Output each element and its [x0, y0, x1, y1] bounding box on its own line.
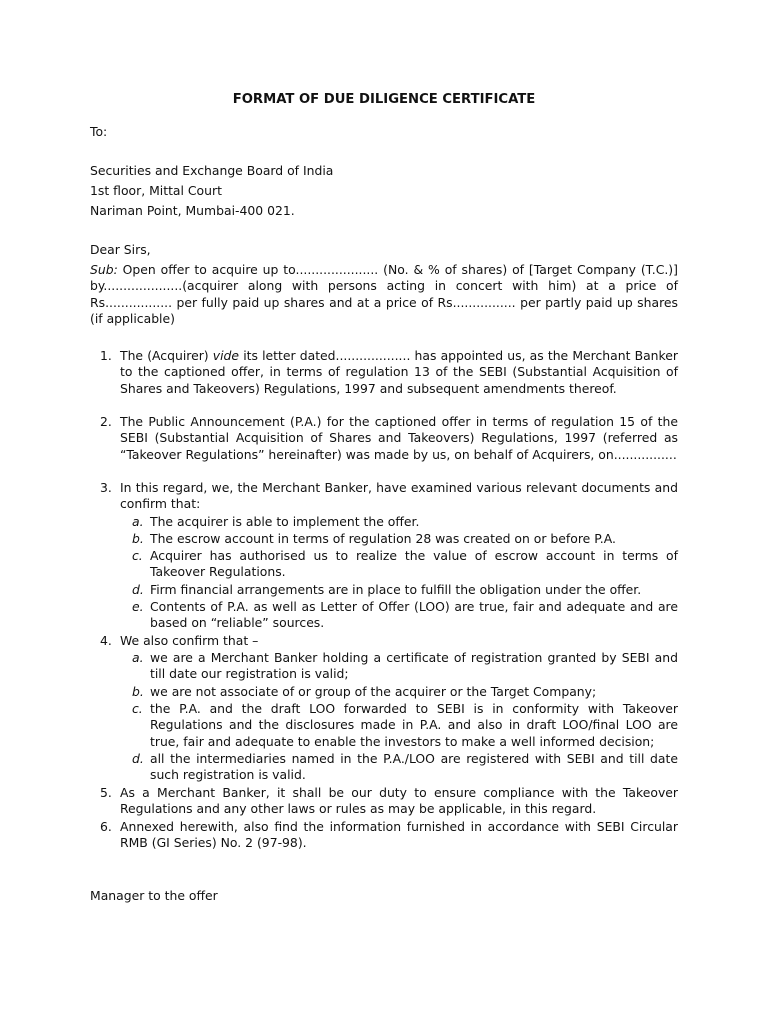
sub-list-item [90, 582, 678, 599]
sub-list-item [90, 599, 678, 633]
sub-item-letter: d. [132, 582, 144, 597]
sub-item-letter: a. [132, 514, 144, 529]
document-title: FORMAT OF DUE DILIGENCE CERTIFICATE [232, 92, 536, 107]
subject-text: Open offer to acquire up to..................... (No. & % of shares) of [Target Company (T.C.)] by....................(acquirer along with persons acting in concert with him) at a price of Rs................. per fully paid up shares and at a price of Rs................ per partly paid up shares (if applicable) [90, 262, 678, 327]
item-number: 3. [100, 480, 112, 495]
item-number: 4. [100, 633, 112, 648]
sub-list-item [90, 531, 678, 548]
item-text-italic: vide [212, 348, 240, 363]
sub-item-letter: e. [132, 599, 144, 614]
address-line: 1st floor, Mittal Court [90, 183, 222, 198]
recipient-address [90, 163, 678, 223]
sub-item-text: The acquirer is able to implement the offer. [150, 514, 420, 529]
sub-list-item [90, 514, 678, 531]
subject-label: Sub: [90, 262, 118, 277]
list-item [90, 414, 678, 480]
sub-item-letter: d. [132, 751, 144, 766]
sub-list-item [90, 684, 678, 701]
address-line: Nariman Point, Mumbai-400 021. [90, 203, 295, 218]
salutation: Dear Sirs, [90, 242, 151, 257]
item-text: its letter dated................... has appointed us, as the Merchant Banker to the captioned offer, in terms of regulation 13 of the SEBI (Substantial Acquisition of Shares and Takeovers) Regulations, 1997 and subsequent amendments thereof. [120, 348, 678, 396]
address-line: Securities and Exchange Board of India [90, 163, 334, 178]
sub-item-text: we are not associate of or group of the acquirer or the Target Company; [150, 684, 597, 699]
numbered-list [90, 348, 678, 853]
list-item [90, 633, 678, 650]
sub-item-text: all the intermediaries named in the P.A./LOO are registered with SEBI and till date such registration is valid. [150, 751, 678, 783]
item-text: In this regard, we, the Merchant Banker, have examined various relevant documents and confirm that: [120, 480, 678, 512]
sub-item-text: Acquirer has authorised us to realize the value of escrow account in terms of Takeover Regulations. [150, 548, 678, 580]
item-text: Annexed herewith, also find the information furnished in accordance with SEBI Circular RMB (GI Series) No. 2 (97-98). [120, 819, 678, 851]
item-number: 1. [100, 348, 112, 363]
item-text: As a Merchant Banker, it shall be our duty to ensure compliance with the Takeover Regulations and any other laws or rules as may be applicable, in this regard. [120, 785, 678, 817]
list-item [90, 480, 678, 514]
sub-item-text: Contents of P.A. as well as Letter of Offer (LOO) are true, fair and adequate and are based on “reliable” sources. [150, 599, 678, 631]
sub-list-item [90, 548, 678, 582]
sub-item-letter: a. [132, 650, 144, 665]
sub-item-letter: b. [132, 531, 144, 546]
item-number: 2. [100, 414, 112, 429]
sub-item-letter: b. [132, 684, 144, 699]
item-text: The (Acquirer) [120, 348, 213, 363]
sub-item-text: we are a Merchant Banker holding a certificate of registration granted by SEBI and till date our registration is valid; [150, 650, 678, 682]
list-item [90, 819, 678, 853]
sub-item-letter: c. [132, 701, 143, 716]
list-item [90, 348, 678, 414]
sub-item-text: The escrow account in terms of regulation 28 was created on or before P.A. [150, 531, 616, 546]
sub-item-text: the P.A. and the draft LOO forwarded to SEBI is in conformity with Takeover Regulations and the disclosures made in P.A. and also in draft LOO/final LOO are true, fair and adequate to enable the investors to make a well informed decision; [150, 701, 678, 749]
closing-signature-line: Manager to the offer [90, 888, 218, 903]
subject-paragraph [90, 262, 678, 328]
to-line: To: [90, 124, 108, 139]
sub-item-text: Firm financial arrangements are in place to fulfill the obligation under the offer. [150, 582, 642, 597]
sub-list-item [90, 650, 678, 684]
list-item [90, 785, 678, 819]
item-number: 6. [100, 819, 112, 834]
sub-list-item [90, 701, 678, 751]
item-text: The Public Announcement (P.A.) for the captioned offer in terms of regulation 15 of the SEBI (Substantial Acquisition of Shares and Takeovers) Regulations, 1997 (referred as “Takeover Regulations” hereinafter) was made by us, on behalf of Acquirers, on................ [120, 414, 678, 462]
item-text: We also confirm that – [120, 633, 259, 648]
sub-list-item [90, 751, 678, 785]
item-number: 5. [100, 785, 112, 800]
sub-item-letter: c. [132, 548, 143, 563]
